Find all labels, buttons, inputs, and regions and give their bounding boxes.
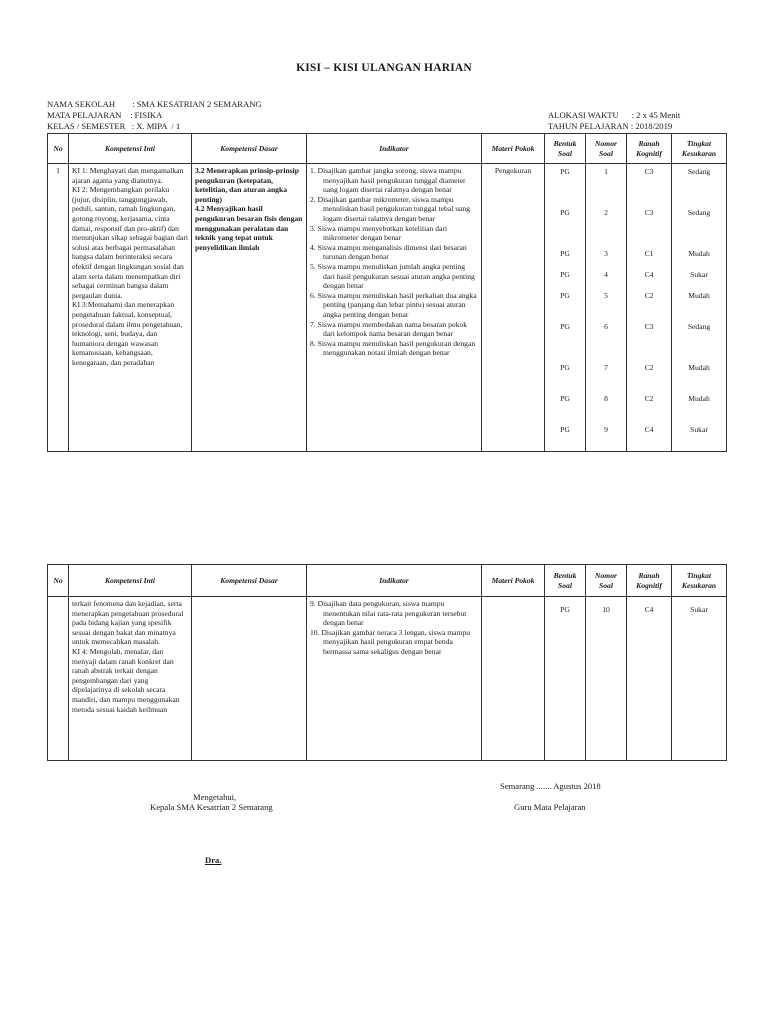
header-nomor-soal: Nomor Soal [586,565,627,597]
header-kompetensi-dasar: Kompetensi Dasar [192,565,307,597]
kd-3-2: 3.2 Menerapkan prinsip-prinsip pengukuran (ketepatan, ketelitian, dan aturan angka penting) [195,166,300,204]
header-indikator: Indikator [307,565,482,597]
ranah-kognitif-col [627,164,672,452]
header-no: No [48,565,69,597]
header-ranah-kognitif: Ranah Kognitif [627,565,672,597]
nomor-soal-cell: 10 [586,597,627,761]
indikator-item: 6. Siswa mampu menuliskan hasil perkalian dua angka penting (panjang dan lebar pintu) sesuai aturan angka penting dengan benar [310,290,477,319]
kisi-table-2 [47,564,727,761]
header-kompetensi-inti: Kompetensi Inti [69,134,192,164]
nomor-soal-cell: 9 [604,425,608,434]
tingkat-kesukaran-cell: Sukar [690,270,708,279]
row-number [48,597,69,761]
header-tingkat-kesukaran: Tingkat Kesukaran [672,134,727,164]
header-no: No [48,134,69,164]
ranah-kognitif-cell: C4 [644,425,654,434]
materi-pokok-cell: Pengukuran [482,164,545,452]
bentuk-soal-cell: PG [560,394,570,403]
kompetensi-inti-cell [69,597,192,761]
header-materi-pokok: Materi Pokok [482,565,545,597]
indikator-item: 2. Disajikan gambar mikrometer, siswa mampu menuliskan hasil pengukuran tunggal tebal uang logam disertai ralatnya dengan benar [310,194,470,223]
nomor-soal-cell: 2 [604,208,608,217]
tingkat-kesukaran-cell: Sukar [690,425,708,434]
info-mata-pelajaran: MATA PELAJARAN : FISIKA [47,110,163,120]
header-kompetensi-dasar: Kompetensi Dasar [192,134,307,164]
header-ranah-kognitif: Ranah Kognitif [627,134,672,164]
indikator-item: 9. Disajikan data pengukuran, siswa mampu menentukan nilai rata-rata pengukuran tersebut dengan benar [310,599,467,628]
tingkat-kesukaran-cell: Sedang [687,208,711,217]
ki-4: KI 4: Mengolah, menalar, dan menyaji dalam ranah konkret dan ranah abstrak terkait dengan pengembangan dari yang dipelajarinya di sekolah secara mandiri, dan mampu menggunakan metoda sesuai kaidah keilmuan [72,646,180,714]
nomor-soal-cell: 1 [604,167,608,176]
tingkat-kesukaran-col [672,164,727,452]
kepala-sekolah-label: Kepala SMA Kesatrian 2 Semarang [150,802,273,812]
info-alokasi-waktu: ALOKASI WAKTU : 2 x 45 Menit [548,110,681,120]
bentuk-soal-cell: PG [560,291,570,300]
header-kompetensi-inti: Kompetensi Inti [69,565,192,597]
tingkat-kesukaran-cell: Sukar [672,597,727,761]
ki-1: KI 1: Menghayati dan mengamalkan ajaran agama yang dianutnya. [72,166,184,185]
nomor-soal-cell: 5 [604,291,608,300]
tingkat-kesukaran-cell: Sedang [687,167,711,176]
ki-2: KI 2: Mengembangkan perilaku (jujur, disiplin, tanggungjawab, peduli, santun, ramah lingkungan, gotong royong, kerjasama, cinta damai, responsif dan pro-aktif) dan menunjukan sikap sebagai bagian dari solusi atas berbagai permasalahan bangsa dalam berinteraksi secara efektif dengan lingkungan sosial dan alam serta dalam menempatkan diri sebagai cerminan bangsa dalam pergaulan dunia. [72,185,188,300]
indikator-item: 7. Siswa mampu membedakan nama besaran pokok dari kelompok nama besaran dengan benar [310,319,468,339]
tingkat-kesukaran-cell: Mudah [688,363,710,372]
ranah-kognitif-cell: C3 [644,208,654,217]
bentuk-soal-cell: PG [545,597,586,761]
indikator-cell [307,164,482,452]
kepala-sekolah-name: Dra. [205,855,222,865]
nomor-soal-cell: 6 [604,322,608,331]
ranah-kognitif-cell: C3 [644,322,654,331]
nomor-soal-cell: 3 [604,249,608,258]
info-nama-sekolah: NAMA SEKOLAH : SMA KESATRIAN 2 SEMARANG [47,99,262,109]
bentuk-soal-cell: PG [560,322,570,331]
ranah-kognitif-cell: C4 [644,270,654,279]
nomor-soal-cell: 8 [604,394,608,403]
kompetensi-inti-cell [69,164,192,452]
header-bentuk-soal: Bentuk Soal [545,565,586,597]
indikator-item: 1. Disajikan gambar jangka sorong, siswa mampu menyajikan hasil pengukuran tunggal diameter uang logam disertai ralatnya dengan benar [310,166,466,195]
bentuk-soal-cell: PG [560,167,570,176]
indikator-cell [307,597,482,761]
ranah-kognitif-cell: C1 [644,249,654,258]
indikator-item: 4. Siswa mampu menganalisis dimensi dari besaran turunan dengan benar [310,242,467,262]
kisi-table-1 [47,133,727,452]
header-nomor-soal: Nomor Soal [586,134,627,164]
bentuk-soal-cell: PG [560,249,570,258]
guru-label: Guru Mata Pelajaran [514,802,586,812]
info-kelas-semester: KELAS / SEMESTER : X. MIPA / 1 [47,121,181,131]
nomor-soal-col [586,164,627,452]
ranah-kognitif-cell: C2 [644,363,654,372]
tingkat-kesukaran-cell: Mudah [688,249,710,258]
ranah-kognitif-cell: C3 [644,167,654,176]
row-number: 1 [48,164,69,452]
nomor-soal-cell: 4 [604,270,608,279]
bentuk-soal-cell: PG [560,270,570,279]
tingkat-kesukaran-cell: Sedang [687,322,711,331]
ranah-kognitif-cell: C4 [627,597,672,761]
info-tahun-pelajaran: TAHUN PELAJARAN : 2018/2019 [548,121,673,131]
nomor-soal-cell: 7 [604,363,608,372]
ranah-kognitif-cell: C2 [644,291,654,300]
header-materi-pokok: Materi Pokok [482,134,545,164]
header-indikator: Indikator [307,134,482,164]
bentuk-soal-col [545,164,586,452]
indikator-item: 3. Siswa mampu menyebutkan ketelitian dari mikrometer dengan benar [310,223,448,243]
kompetensi-dasar-cell [192,164,307,452]
kompetensi-dasar-cell [192,597,307,761]
ki-3-continued: terkait fenomena dan kejadian, serta menerapkan pengetahuan prosedural pada bidang kajian yang spesifik sesuai dengan bakat dan minatnya untuk memecahkan masalah. [72,599,184,647]
indikator-item: 10. Disajikan gambar neraca 3 lengan, siswa mampu menyajikan hasil pengukuran empat benda bermassa sama sekaligus dengan benar [310,627,471,656]
header-bentuk-soal: Bentuk Soal [545,134,586,164]
bentuk-soal-cell: PG [560,208,570,217]
bentuk-soal-cell: PG [560,425,570,434]
indikator-item: 8. Siswa mampu menuliskan hasil pengukuran dengan menggunakan notasi ilmiah dengan benar [310,338,476,358]
kd-4-2: 4.2 Menyajikan hasil pengukuran besaran fisis dengan menggunakan peralatan dan teknik yang tepat untuk penyelidikan ilmiah [195,204,303,252]
place-date-label: Semarang ....... Agustus 2018 [500,781,601,791]
ki-3: KI 3:Memahami dan menerapkan pengetahuan faktual, konseptual, prosedural dalam ilmu pengetahuan, teknologi, seni, budaya, dan humaniora dengan wawasan kemanusiaan, kebangsaan, kenegaraan, dan peradaban [72,300,183,367]
ranah-kognitif-cell: C2 [644,394,654,403]
header-tingkat-kesukaran: Tingkat Kesukaran [672,565,727,597]
materi-pokok-cell [482,597,545,761]
mengetahui-label: Mengetahui, [193,792,237,802]
indikator-item: 5. Siswa mampu menuliskan jumlah angka penting dari hasil pengukuran sesuai aturan angka penting dengan benar [310,261,475,291]
page-title: KISI – KISI ULANGAN HARIAN [296,62,472,74]
bentuk-soal-cell: PG [560,363,570,372]
tingkat-kesukaran-cell: Mudah [688,394,710,403]
tingkat-kesukaran-cell: Mudah [688,291,710,300]
